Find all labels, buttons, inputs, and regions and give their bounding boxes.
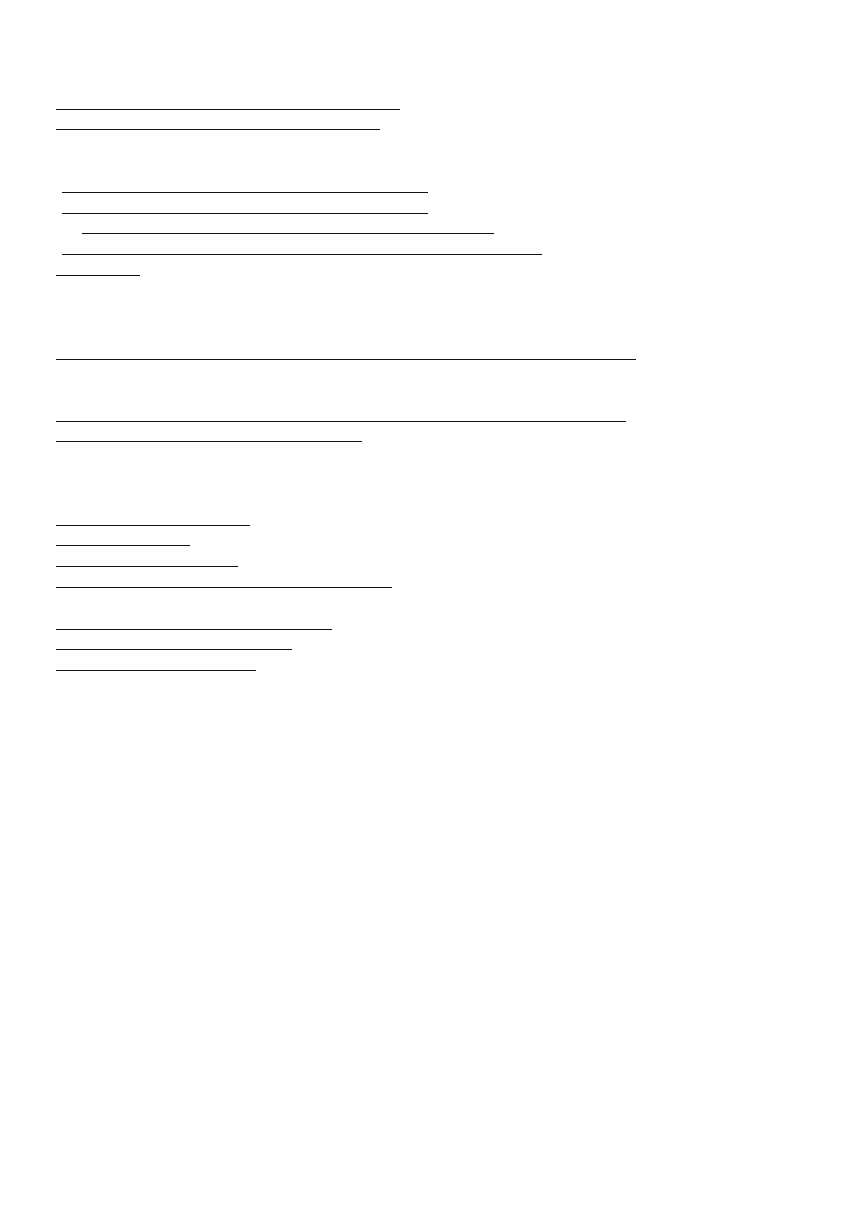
answer-blank[interactable] <box>134 94 212 110</box>
answer-blank[interactable] <box>56 572 392 588</box>
answer-blank[interactable] <box>56 634 292 650</box>
section-5-line-2 <box>56 385 816 406</box>
translation-4 <box>56 239 816 260</box>
section-8-line-2 <box>56 489 816 510</box>
answer-blank[interactable] <box>56 406 626 422</box>
section-9-5-line-2 <box>56 614 816 635</box>
vocab-row-1 <box>56 94 816 115</box>
answer-blank[interactable] <box>334 94 400 110</box>
answer-blank[interactable] <box>250 426 362 442</box>
section-5-line-1 <box>56 364 816 385</box>
answer-blank[interactable] <box>56 426 250 442</box>
answer-blank[interactable] <box>212 94 268 110</box>
section-9-3 <box>56 551 816 572</box>
section-1-heading <box>56 73 816 94</box>
answer-blank[interactable] <box>266 614 332 630</box>
answer-blank[interactable] <box>56 655 256 671</box>
answer-blank[interactable] <box>268 94 334 110</box>
vocab-row-2 <box>56 114 816 135</box>
section-9-7 <box>56 655 816 676</box>
answer-blank[interactable] <box>56 114 136 130</box>
answer-blank[interactable] <box>136 114 200 130</box>
answer-blank[interactable] <box>62 177 428 193</box>
section-9-5-line-1 <box>56 593 816 614</box>
answer-blank[interactable] <box>82 218 494 234</box>
translation-1 <box>56 177 816 198</box>
section-9-1 <box>56 510 816 531</box>
answer-blank[interactable] <box>56 94 134 110</box>
section-6 <box>56 426 816 447</box>
answer-blank[interactable] <box>56 614 266 630</box>
answer-blank[interactable] <box>56 510 250 526</box>
answer-blank[interactable] <box>56 260 140 276</box>
answer-blank[interactable] <box>200 114 296 130</box>
answer-blank[interactable] <box>62 198 428 214</box>
answer-blank[interactable] <box>56 530 190 546</box>
translation-2 <box>56 198 816 219</box>
section-9-6 <box>56 634 816 655</box>
section-4-line-2 <box>56 322 816 343</box>
section-9-2 <box>56 530 816 551</box>
section-2-heading <box>56 156 816 177</box>
section-5-answer <box>56 406 816 427</box>
section-4-line-1 <box>56 302 816 323</box>
shuo-note <box>56 135 816 156</box>
section-7 <box>56 447 816 468</box>
answer-blank[interactable] <box>62 239 542 255</box>
answer-rule[interactable] <box>56 343 816 364</box>
translation-3 <box>56 218 816 239</box>
answer-blank[interactable] <box>56 551 238 567</box>
section-3-line-2 <box>56 281 816 302</box>
section-3-line-1 <box>56 260 816 281</box>
section-8-line-1 <box>56 468 816 489</box>
section-9-4 <box>56 572 816 593</box>
answer-blank[interactable] <box>296 114 380 130</box>
document-page <box>56 52 816 676</box>
lotus-title-line <box>56 52 816 73</box>
